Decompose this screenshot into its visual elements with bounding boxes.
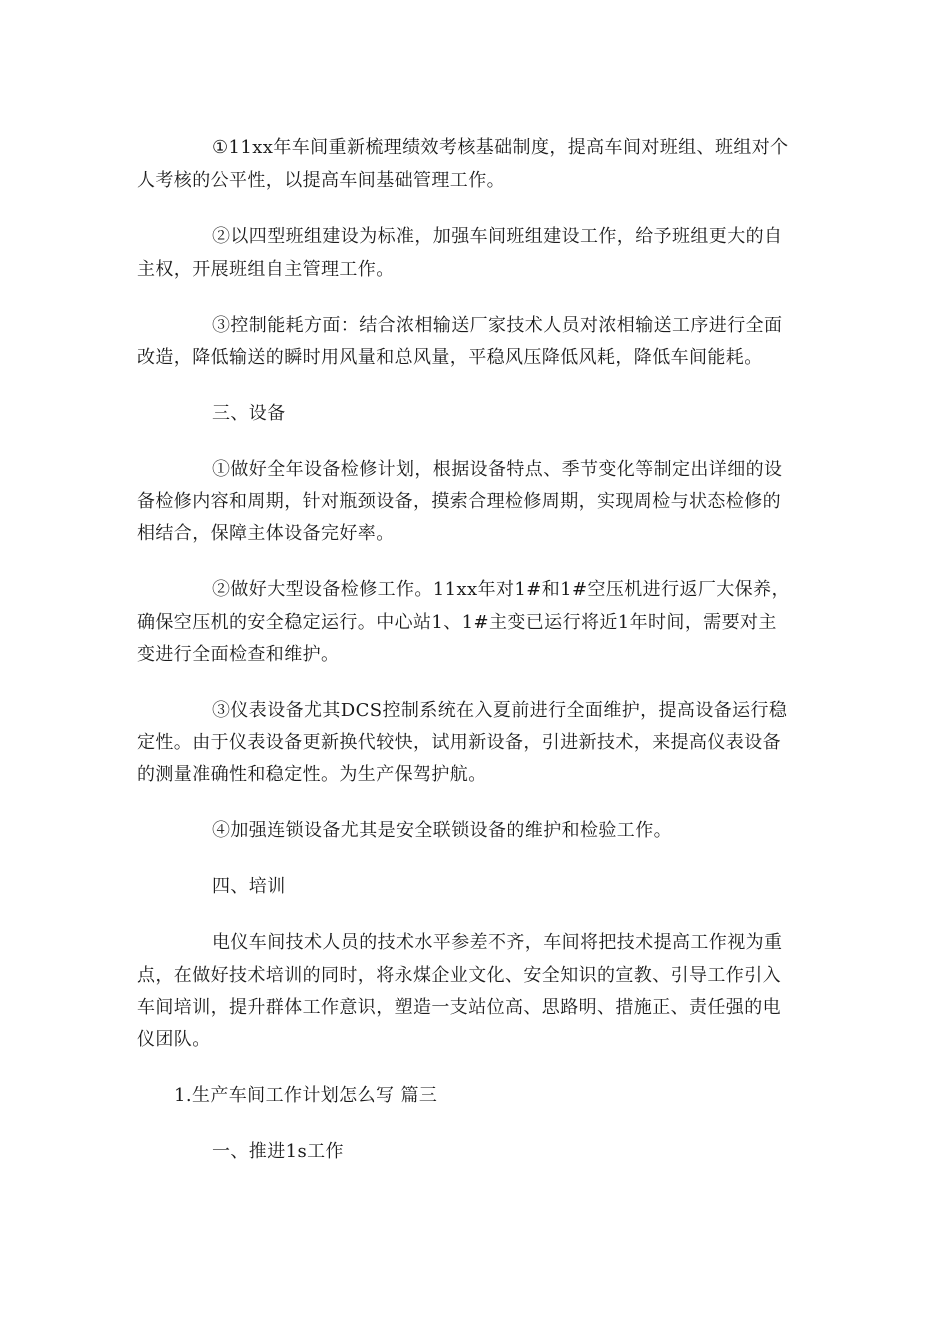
paragraph-8-line-3: 车间培训，提升群体工作意识，塑造一支站位高、思路明、措施正、责任强的电 <box>137 997 781 1018</box>
paragraph-2-line-2: 主权，开展班组自主管理工作。 <box>137 259 395 280</box>
article-heading: 1.生产车间工作计划怎么写 篇三 <box>174 1085 438 1106</box>
paragraph-7-line-1: ④加强连锁设备尤其是安全联锁设备的维护和检验工作。 <box>212 820 672 841</box>
section-heading-1s: 一、推进1s工作 <box>212 1141 344 1162</box>
paragraph-6-line-3: 的测量准确性和稳定性。为生产保驾护航。 <box>137 764 487 785</box>
paragraph-6-line-1: ③仪表设备尤其DCS控制系统在入夏前进行全面维护，提高设备运行稳 <box>212 700 788 721</box>
paragraph-5-line-2: 确保空压机的安全稳定运行。中心站1、1#主变已运行将近1年时间，需要对主 <box>137 612 777 633</box>
section-heading-equipment: 三、设备 <box>212 403 286 424</box>
paragraph-8-line-2: 点，在做好技术培训的同时，将永煤企业文化、安全知识的宣教、引导工作引入 <box>137 965 781 986</box>
paragraph-3-line-2: 改造，降低输送的瞬时用风量和总风量，平稳风压降低风耗，降低车间能耗。 <box>137 347 763 368</box>
section-heading-training: 四、培训 <box>212 876 286 897</box>
paragraph-5-line-1: ②做好大型设备检修工作。11xx年对1#和1#空压机进行返厂大保养， <box>212 579 790 600</box>
paragraph-3-line-1: ③控制能耗方面：结合浓相输送厂家技术人员对浓相输送工序进行全面 <box>212 315 783 336</box>
paragraph-1-line-1: ①11xx年车间重新梳理绩效考核基础制度，提高车间对班组、班组对个 <box>212 137 789 158</box>
paragraph-4-line-3: 相结合，保障主体设备完好率。 <box>137 523 395 544</box>
paragraph-8-line-1: 电仪车间技术人员的技术水平参差不齐，车间将把技术提高工作视为重 <box>212 932 783 953</box>
paragraph-4-line-1: ①做好全年设备检修计划，根据设备特点、季节变化等制定出详细的设 <box>212 459 783 480</box>
paragraph-5-line-3: 变进行全面检查和维护。 <box>137 644 340 665</box>
paragraph-6-line-2: 定性。由于仪表设备更新换代较快，试用新设备，引进新技术，来提高仪表设备 <box>137 732 781 753</box>
paragraph-8-line-4: 仪团队。 <box>137 1029 211 1050</box>
paragraph-4-line-2: 备检修内容和周期，针对瓶颈设备，摸索合理检修周期，实现周检与状态检修的 <box>137 491 781 512</box>
paragraph-2-line-1: ②以四型班组建设为标准，加强车间班组建设工作，给予班组更大的自 <box>212 226 783 247</box>
paragraph-1-line-2: 人考核的公平性，以提高车间基础管理工作。 <box>137 170 505 191</box>
